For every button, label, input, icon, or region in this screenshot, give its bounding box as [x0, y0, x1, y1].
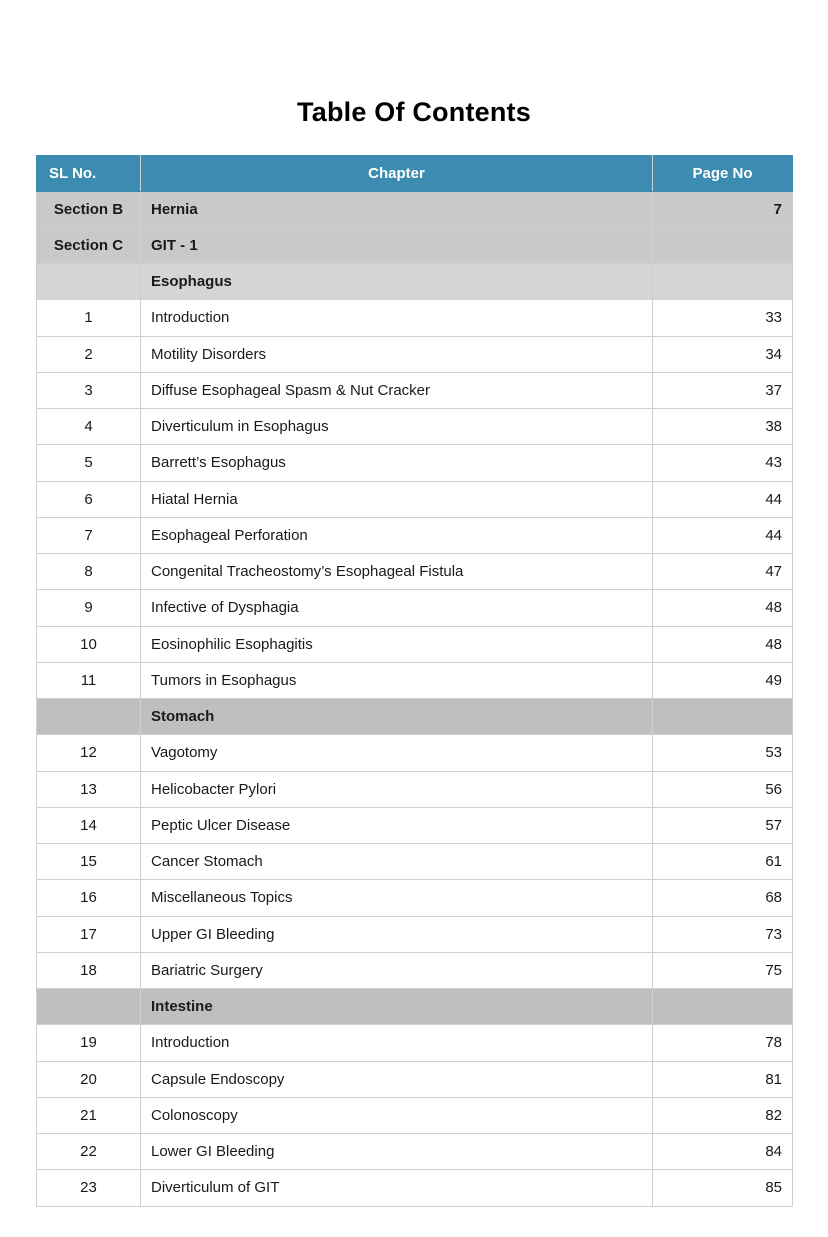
- page-title: Table Of Contents: [297, 97, 531, 127]
- cell-chapter: Introduction: [141, 1025, 653, 1061]
- table-row: [37, 952, 793, 988]
- cell-page-no: 33: [653, 300, 793, 336]
- column-header-sl-no: SL No.: [37, 155, 141, 191]
- cell-page-no: 73: [653, 916, 793, 952]
- cell-page-no: 34: [653, 336, 793, 372]
- cell-sl-no: 20: [37, 1061, 141, 1097]
- cell-chapter: Helicobacter Pylori: [141, 771, 653, 807]
- table-row: [37, 771, 793, 807]
- cell-page-no: 75: [653, 952, 793, 988]
- cell-page-no: 44: [653, 517, 793, 553]
- table-row: [37, 989, 793, 1025]
- cell-sl-no: 3: [37, 372, 141, 408]
- table-row: [37, 699, 793, 735]
- cell-sl-no: 17: [37, 916, 141, 952]
- cell-chapter: Diffuse Esophageal Spasm & Nut Cracker: [141, 372, 653, 408]
- cell-sl-no: 5: [37, 445, 141, 481]
- cell-page-no: [653, 264, 793, 300]
- cell-chapter: Esophageal Perforation: [141, 517, 653, 553]
- cell-page-no: 7: [653, 191, 793, 227]
- table-row: [37, 662, 793, 698]
- cell-sl-no: 11: [37, 662, 141, 698]
- cell-chapter: Eosinophilic Esophagitis: [141, 626, 653, 662]
- cell-sl-no: 1: [37, 300, 141, 336]
- table-row: [37, 590, 793, 626]
- cell-sl-no: [37, 989, 141, 1025]
- table-row: [37, 1134, 793, 1170]
- cell-sl-no: 21: [37, 1097, 141, 1133]
- cell-chapter: Barrett’s Esophagus: [141, 445, 653, 481]
- cell-sl-no: 2: [37, 336, 141, 372]
- cell-chapter: Upper GI Bleeding: [141, 916, 653, 952]
- cell-sl-no: Section B: [37, 191, 141, 227]
- cell-page-no: 82: [653, 1097, 793, 1133]
- cell-chapter: Motility Disorders: [141, 336, 653, 372]
- cell-sl-no: 12: [37, 735, 141, 771]
- table-row: [37, 300, 793, 336]
- cell-page-no: 49: [653, 662, 793, 698]
- cell-page-no: 48: [653, 626, 793, 662]
- table-row: [37, 880, 793, 916]
- cell-chapter: Capsule Endoscopy: [141, 1061, 653, 1097]
- table-row: [37, 807, 793, 843]
- table-row: [37, 1061, 793, 1097]
- column-header-page-no: Page No: [653, 155, 793, 191]
- cell-chapter: Lower GI Bleeding: [141, 1134, 653, 1170]
- cell-chapter: Infective of Dysphagia: [141, 590, 653, 626]
- table-row: [37, 264, 793, 300]
- cell-chapter: Diverticulum of GIT: [141, 1170, 653, 1206]
- table-row: [37, 626, 793, 662]
- cell-sl-no: 6: [37, 481, 141, 517]
- cell-page-no: 44: [653, 481, 793, 517]
- cell-sl-no: 7: [37, 517, 141, 553]
- cell-sl-no: 22: [37, 1134, 141, 1170]
- table-row: [37, 735, 793, 771]
- cell-chapter: Peptic Ulcer Disease: [141, 807, 653, 843]
- table-row: [37, 1025, 793, 1061]
- cell-chapter: Stomach: [141, 699, 653, 735]
- cell-page-no: 48: [653, 590, 793, 626]
- cell-sl-no: 19: [37, 1025, 141, 1061]
- table-row: [37, 1097, 793, 1133]
- cell-chapter: Tumors in Esophagus: [141, 662, 653, 698]
- cell-sl-no: 18: [37, 952, 141, 988]
- cell-page-no: 47: [653, 554, 793, 590]
- toc-table-header: [37, 155, 793, 191]
- table-row: [37, 409, 793, 445]
- table-header-row: [37, 155, 793, 191]
- table-row: [37, 191, 793, 227]
- table-row: [37, 554, 793, 590]
- cell-sl-no: 4: [37, 409, 141, 445]
- table-row: [37, 227, 793, 263]
- table-row: [37, 481, 793, 517]
- cell-page-no: 56: [653, 771, 793, 807]
- cell-sl-no: 9: [37, 590, 141, 626]
- cell-sl-no: 8: [37, 554, 141, 590]
- cell-page-no: 37: [653, 372, 793, 408]
- cell-sl-no: 16: [37, 880, 141, 916]
- cell-chapter: Esophagus: [141, 264, 653, 300]
- cell-page-no: 38: [653, 409, 793, 445]
- cell-sl-no: 13: [37, 771, 141, 807]
- cell-page-no: [653, 699, 793, 735]
- cell-page-no: 78: [653, 1025, 793, 1061]
- cell-page-no: 68: [653, 880, 793, 916]
- cell-chapter: Hernia: [141, 191, 653, 227]
- table-row: [37, 916, 793, 952]
- toc-table-body: [37, 191, 793, 1206]
- cell-chapter: Colonoscopy: [141, 1097, 653, 1133]
- cell-chapter: Diverticulum in Esophagus: [141, 409, 653, 445]
- cell-page-no: [653, 989, 793, 1025]
- table-row: [37, 1170, 793, 1206]
- toc-table: [36, 155, 793, 1207]
- cell-sl-no: [37, 264, 141, 300]
- cell-sl-no: [37, 699, 141, 735]
- cell-page-no: 57: [653, 807, 793, 843]
- cell-sl-no: 15: [37, 844, 141, 880]
- cell-chapter: Miscellaneous Topics: [141, 880, 653, 916]
- table-row: [37, 372, 793, 408]
- table-row: [37, 517, 793, 553]
- table-of-contents: [36, 155, 792, 1207]
- cell-page-no: 81: [653, 1061, 793, 1097]
- cell-page-no: 85: [653, 1170, 793, 1206]
- cell-chapter: Vagotomy: [141, 735, 653, 771]
- cell-chapter: Introduction: [141, 300, 653, 336]
- cell-page-no: 43: [653, 445, 793, 481]
- cell-sl-no: 14: [37, 807, 141, 843]
- cell-page-no: 84: [653, 1134, 793, 1170]
- table-row: [37, 844, 793, 880]
- cell-page-no: 53: [653, 735, 793, 771]
- cell-chapter: Bariatric Surgery: [141, 952, 653, 988]
- table-row: [37, 336, 793, 372]
- cell-sl-no: 23: [37, 1170, 141, 1206]
- cell-chapter: Intestine: [141, 989, 653, 1025]
- cell-chapter: GIT - 1: [141, 227, 653, 263]
- cell-chapter: Congenital Tracheostomy’s Esophageal Fistula: [141, 554, 653, 590]
- cell-page-no: [653, 227, 793, 263]
- cell-sl-no: 10: [37, 626, 141, 662]
- table-row: [37, 445, 793, 481]
- cell-page-no: 61: [653, 844, 793, 880]
- column-header-chapter: Chapter: [141, 155, 653, 191]
- cell-chapter: Hiatal Hernia: [141, 481, 653, 517]
- cell-chapter: Cancer Stomach: [141, 844, 653, 880]
- cell-sl-no: Section C: [37, 227, 141, 263]
